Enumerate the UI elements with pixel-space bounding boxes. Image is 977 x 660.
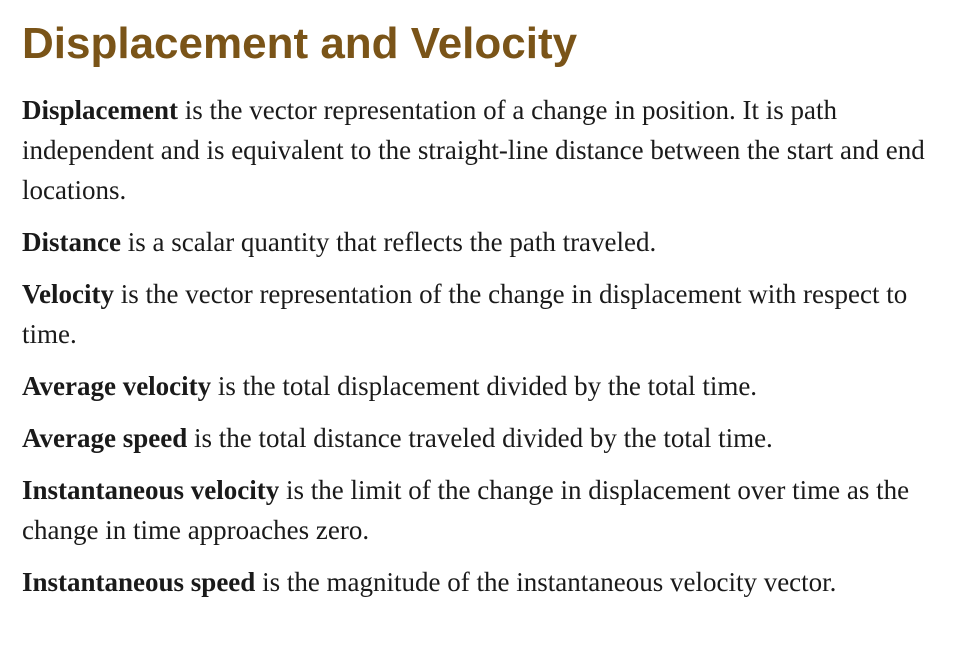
definition-displacement: [22, 90, 952, 210]
definition-velocity: [22, 274, 952, 354]
definition-average-velocity: [22, 366, 952, 406]
page-title: Displacement and Velocity: [22, 19, 578, 68]
definition-term: Average velocity: [22, 371, 212, 401]
definition-text: is the total distance traveled divided by the total time.: [187, 423, 773, 453]
definition-text: is the vector representation of a change in position. It is path independent and is equivalent to the straight-line distance between the start and end locations.: [22, 95, 925, 205]
definition-term: Average speed: [22, 423, 188, 453]
definition-term: Instantaneous speed: [22, 567, 256, 597]
definition-term: Distance: [22, 227, 121, 257]
definition-instantaneous-velocity: [22, 470, 952, 550]
definition-average-speed: [22, 418, 952, 458]
definition-text: is the total displacement divided by the total time.: [211, 371, 758, 401]
definition-term: Instantaneous velocity: [22, 475, 280, 505]
document-page: [22, 14, 952, 614]
definition-text: is a scalar quantity that reflects the path traveled.: [120, 227, 657, 257]
definition-term: Displacement: [22, 95, 178, 125]
definition-term: Velocity: [22, 279, 114, 309]
definition-text: is the limit of the change in displacement over time as the change in time approaches zero.: [22, 475, 910, 545]
definition-instantaneous-speed: [22, 562, 952, 602]
definition-text: is the magnitude of the instantaneous velocity vector.: [255, 567, 837, 597]
definition-distance: [22, 222, 952, 262]
definition-text: is the vector representation of the change in displacement with respect to time.: [22, 279, 908, 349]
